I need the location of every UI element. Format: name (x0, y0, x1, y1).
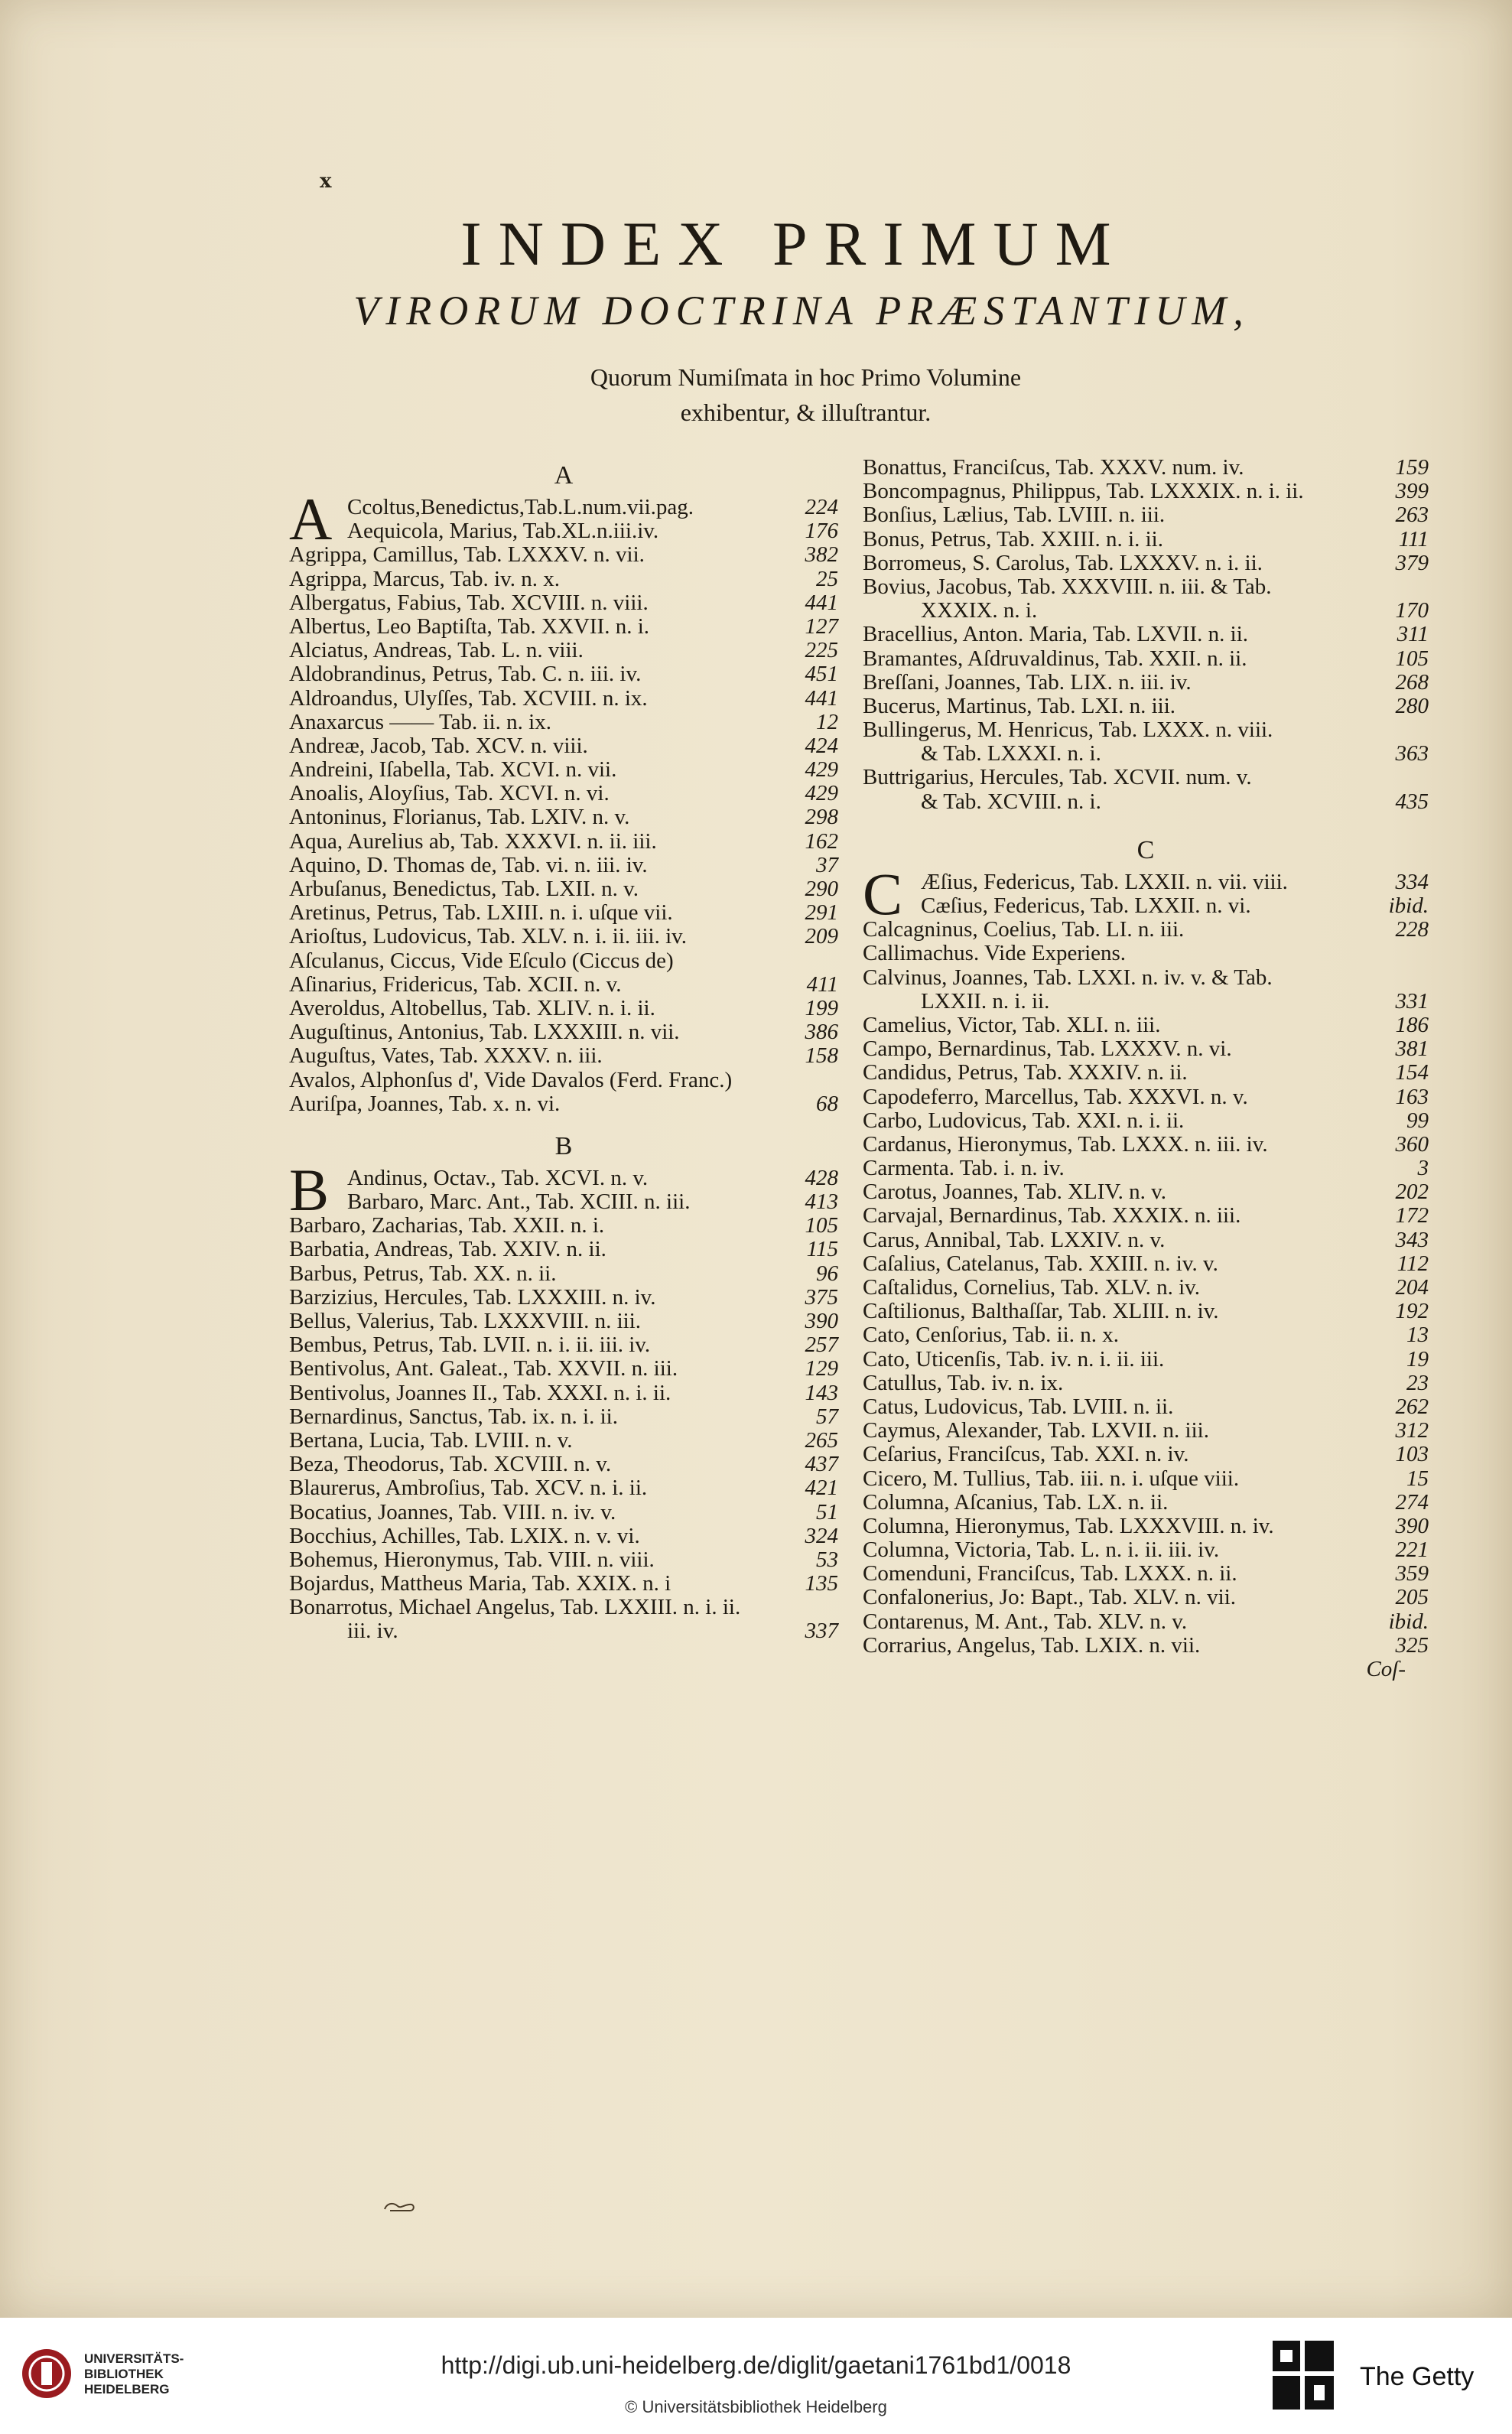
index-entry (863, 942, 1429, 965)
entry-page-number: 225 (805, 638, 838, 663)
entry-page-number: 13 (1406, 1323, 1429, 1348)
index-entry (289, 1572, 838, 1596)
index-entry (289, 973, 838, 997)
entry-page-number: 421 (805, 1476, 838, 1501)
index-entry (863, 575, 1429, 599)
entry-text: Bonus, Petrus, Tab. XXIII. n. i. ii. (863, 527, 1163, 552)
entry-text: Capodeferro, Marcellus, Tab. XXXVI. n. v. (863, 1085, 1248, 1109)
index-entry (863, 1491, 1429, 1515)
viewer-footer (0, 2318, 1512, 2434)
index-entry (289, 1190, 838, 1214)
index-entry (863, 1037, 1429, 1061)
index-entry (863, 456, 1429, 480)
index-entry (289, 877, 838, 901)
entry-text: Cæſius, Federicus, Tab. LXXII. n. vi. (921, 894, 1251, 918)
entry-text: Borromeus, S. Carolus, Tab. LXXXV. n. i. ii. (863, 551, 1263, 575)
entry-text: Ccoltus,Benedictus,Tab.L.num.vii.pag. (347, 496, 694, 519)
entry-page-number: 202 (1395, 1180, 1429, 1205)
index-entry (863, 671, 1429, 695)
entry-page-number: 268 (1395, 669, 1429, 695)
index-entry (863, 990, 1429, 1014)
entry-text: Blaurerus, Ambroſius, Tab. XCV. n. i. ii. (289, 1476, 648, 1501)
entry-page-number: 375 (805, 1284, 838, 1310)
entry-text: Barzizius, Hercules, Tab. LXXXIII. n. iv. (289, 1285, 656, 1310)
entry-text: Bojardus, Mattheus Maria, Tab. XXIX. n. i (289, 1572, 671, 1596)
entry-text: Boncompagnus, Philippus, Tab. LXXXIX. n. i. ii. (863, 480, 1304, 504)
entry-page-number: 199 (805, 995, 838, 1020)
entry-page-number: 228 (1395, 917, 1429, 942)
index-entry (863, 1252, 1429, 1276)
entry-text: & Tab. LXXXI. n. i. (921, 742, 1101, 766)
entry-page-number: 53 (816, 1547, 838, 1572)
entry-page-number: 331 (1395, 988, 1429, 1014)
index-entry (863, 1586, 1429, 1609)
intro-text (50, 360, 1512, 430)
entry-text: Calvinus, Joannes, Tab. LXXI. n. iv. v. & Tab. (863, 965, 1273, 990)
entry-page-number: 112 (1397, 1251, 1429, 1276)
entry-page-number: 265 (805, 1427, 838, 1453)
index-entry (863, 1180, 1429, 1204)
entry-page-number: 451 (805, 662, 838, 687)
intro-line-2: exhibentur, & illuſtrantur. (680, 399, 932, 426)
index-entry (863, 1323, 1429, 1347)
index-entry (289, 1020, 838, 1044)
entry-page-number: 154 (1395, 1060, 1429, 1085)
index-entry (289, 1525, 838, 1548)
entry-page-number: 105 (805, 1213, 838, 1238)
entry-text: Anoalis, Aloyſius, Tab. XCVI. n. vi. (289, 782, 610, 806)
index-entry (289, 1381, 838, 1405)
entry-text: Caſalius, Catelanus, Tab. XXIII. n. iv. v. (863, 1251, 1218, 1276)
entry-text: Albertus, Leo Baptiſta, Tab. XXVII. n. i. (289, 614, 650, 639)
index-entry (289, 1357, 838, 1381)
entry-text: Aquino, D. Thomas de, Tab. vi. n. iii. iv. (289, 853, 648, 877)
index-entry (289, 639, 838, 662)
index-column-left (289, 456, 838, 1644)
entry-text: Agrippa, Camillus, Tab. LXXXV. n. vii. (289, 543, 645, 568)
entry-text: Andinus, Octav., Tab. XCVI. n. v. (347, 1166, 649, 1190)
entry-text: Agrippa, Marcus, Tab. iv. n. x. (289, 567, 560, 591)
index-entry (289, 591, 838, 615)
drop-cap-letter: B (289, 1156, 330, 1223)
entry-text: Comenduni, Franciſcus, Tab. LXXX. n. ii. (863, 1562, 1237, 1586)
entry-page-number: 115 (806, 1237, 838, 1262)
index-entry (289, 568, 838, 591)
index-entry (863, 766, 1429, 789)
entry-text: Caſtalidus, Cornelius, Tab. XLV. n. iv. (863, 1276, 1201, 1300)
entry-page-number: 25 (816, 566, 838, 591)
entry-text: Columna, Victoria, Tab. L. n. i. ii. iii. iv. (863, 1538, 1220, 1563)
index-entry (289, 1619, 838, 1643)
entry-page-number: 360 (1395, 1131, 1429, 1157)
section-letter-heading: A (554, 461, 574, 490)
entry-page-number: 257 (805, 1333, 838, 1358)
entry-page-number: 413 (805, 1189, 838, 1215)
entry-text: Caymus, Alexander, Tab. LXVII. n. iii. (863, 1419, 1209, 1443)
index-entry (289, 1333, 838, 1357)
entry-page-number: 312 (1395, 1418, 1429, 1443)
index-entry (289, 687, 838, 711)
index-entry (289, 1069, 838, 1092)
entry-text: Aldobrandinus, Petrus, Tab. C. n. iii. iv. (289, 662, 642, 687)
index-entry (863, 1204, 1429, 1228)
entry-text: LXXII. n. i. ii. (921, 989, 1050, 1014)
entry-page-number: 224 (805, 495, 838, 519)
entry-page-number: 172 (1395, 1203, 1429, 1228)
entry-text: Candidus, Petrus, Tab. XXXIV. n. ii. (863, 1061, 1188, 1085)
library-name-line-2: BIBLIOTHEK (84, 2367, 164, 2381)
entry-page-number: 337 (805, 1619, 838, 1644)
copyright-notice: © Universitätsbibliothek Heidelberg (625, 2397, 887, 2416)
entry-text: Breſſani, Joannes, Tab. LIX. n. iii. iv. (863, 670, 1192, 695)
entry-text: Bonarrotus, Michael Angelus, Tab. LXXIII. n. i. ii. (289, 1596, 741, 1620)
index-entry (863, 1085, 1429, 1109)
index-entry (863, 1228, 1429, 1252)
index-entry (863, 528, 1429, 552)
entry-text: Cardanus, Hieronymus, Tab. LXXX. n. iii. iv. (863, 1132, 1268, 1157)
entry-text: Carmenta. Tab. i. n. iv. (863, 1157, 1065, 1181)
entry-text: Anaxarcus —— Tab. ii. n. ix. (289, 710, 551, 734)
entry-text: Cicero, M. Tullius, Tab. iii. n. i. uſque viii. (863, 1466, 1240, 1491)
index-entry (289, 1596, 838, 1619)
entry-page-number: 129 (805, 1356, 838, 1381)
entry-page-number: 37 (816, 852, 838, 877)
entry-text: Aldroandus, Ulyſſes, Tab. XCVIII. n. ix. (289, 686, 648, 711)
entry-text: Aſculanus, Ciccus, Vide Eſculo (Ciccus de) (289, 949, 674, 973)
permalink-url[interactable]: http://digi.ub.uni-heidelberg.de/diglit/gaetani1761bd1/0018 (441, 2351, 1071, 2379)
index-entry (289, 1429, 838, 1453)
entry-text: Carus, Annibal, Tab. LXXIV. n. v. (863, 1228, 1166, 1252)
entry-text: Confalonerius, Jo: Bapt., Tab. XLV. n. vii. (863, 1586, 1237, 1610)
drop-cap-letter: A (289, 486, 333, 552)
pen-mark-icon (382, 2200, 416, 2214)
entry-text: Auriſpa, Joannes, Tab. x. n. vi. (289, 1092, 561, 1116)
entry-page-number: 221 (1395, 1538, 1429, 1563)
index-entry (289, 734, 838, 758)
index-column-right (863, 456, 1429, 1681)
entry-page-number: 298 (805, 805, 838, 830)
entry-page-number: 274 (1395, 1489, 1429, 1515)
entry-page-number: ibid. (1388, 1609, 1429, 1634)
index-entry (863, 552, 1429, 575)
index-entry (289, 662, 838, 686)
index-entry (289, 1286, 838, 1310)
partner-name: The Getty (1360, 2362, 1475, 2391)
index-entry (863, 1372, 1429, 1395)
library-name-line-1: UNIVERSITÄTS- (84, 2351, 184, 2366)
entry-page-number: 363 (1395, 741, 1429, 766)
entry-page-number: 390 (1395, 1513, 1429, 1538)
index-entry (289, 925, 838, 949)
entry-page-number: 381 (1395, 1036, 1429, 1062)
entry-page-number: 429 (805, 757, 838, 783)
entry-page-number: 192 (1395, 1299, 1429, 1324)
index-entry (289, 854, 838, 877)
entry-text: Aqua, Aurelius ab, Tab. XXXVI. n. ii. iii. (289, 829, 657, 854)
entry-page-number: 429 (805, 781, 838, 806)
entry-text: Barbus, Petrus, Tab. XX. n. ii. (289, 1261, 557, 1286)
index-entry (863, 1395, 1429, 1419)
index-entry (289, 1476, 838, 1500)
entry-text: Bentivolus, Joannes II., Tab. XXXI. n. i. ii. (289, 1381, 671, 1405)
index-entry (863, 1610, 1429, 1634)
entry-text: Bovius, Jacobus, Tab. XXXVIII. n. iii. & Tab. (863, 574, 1272, 599)
index-entry (863, 1014, 1429, 1037)
entry-text: Campo, Bernardinus, Tab. LXXXV. n. vi. (863, 1037, 1232, 1062)
entry-page-number: 105 (1395, 646, 1429, 671)
entry-page-number: 428 (805, 1165, 838, 1190)
entry-text: Camelius, Victor, Tab. XLI. n. iii. (863, 1013, 1161, 1037)
index-entry (289, 1405, 838, 1429)
entry-page-number: 57 (816, 1404, 838, 1429)
index-entry (863, 1109, 1429, 1133)
index-entry (289, 1548, 838, 1572)
entry-text: Bucerus, Martinus, Tab. LXI. n. iii. (863, 694, 1176, 718)
index-entry (289, 1501, 838, 1525)
entry-page-number: 111 (1398, 526, 1429, 552)
entry-page-number: 127 (805, 613, 838, 639)
index-entry (289, 997, 838, 1020)
entry-text: Bullingerus, M. Henricus, Tab. LXXX. n. viii. (863, 718, 1273, 743)
entry-text: Antoninus, Florianus, Tab. LXIV. n. v. (289, 805, 630, 830)
entry-text: Beza, Theodorus, Tab. XCVIII. n. v. (289, 1453, 612, 1477)
library-name-line-3: HEIDELBERG (84, 2382, 170, 2397)
entry-page-number: 170 (1395, 598, 1429, 623)
entry-page-number: 343 (1395, 1227, 1429, 1252)
entry-text: Averoldus, Altobellus, Tab. XLIV. n. i. ii. (289, 996, 655, 1020)
entry-page-number: 280 (1395, 693, 1429, 718)
entry-text: Columna, Hieronymus, Tab. LXXXVIII. n. iv. (863, 1514, 1274, 1538)
entry-text: Aſinarius, Fridericus, Tab. XCII. n. v. (289, 972, 622, 997)
index-entry (863, 894, 1429, 918)
entry-text: Arbuſanus, Benedictus, Tab. LXII. n. v. (289, 877, 639, 901)
entry-page-number: 334 (1395, 869, 1429, 894)
entry-page-number: 386 (805, 1020, 838, 1045)
getty-logo-icon (1273, 2341, 1334, 2410)
index-entry (289, 805, 838, 829)
entry-text: & Tab. XCVIII. n. i. (921, 789, 1101, 814)
index-entry (863, 1348, 1429, 1372)
index-entry (289, 830, 838, 854)
index-entry (863, 1061, 1429, 1085)
index-entry (863, 480, 1429, 503)
entry-text: Barbaro, Marc. Ant., Tab. XCIII. n. iii. (347, 1190, 691, 1215)
entry-text: Bocchius, Achilles, Tab. LXIX. n. v. vi. (289, 1524, 640, 1548)
index-entry (863, 1634, 1429, 1658)
entry-text: Cato, Uticenſis, Tab. iv. n. i. ii. iii. (863, 1347, 1165, 1372)
entry-text: Bohemus, Hieronymus, Tab. VIII. n. viii. (289, 1547, 655, 1572)
entry-text: Bramantes, Aſdruvaldinus, Tab. XXII. n. ii. (863, 646, 1247, 671)
entry-page-number: 437 (805, 1452, 838, 1477)
entry-page-number: 204 (1395, 1275, 1429, 1300)
index-entry (289, 1453, 838, 1476)
entry-page-number: 399 (1395, 479, 1429, 504)
section-letter-heading: C (1136, 835, 1155, 864)
index-entry (863, 966, 1429, 990)
index-entry (289, 1310, 838, 1333)
entry-page-number: 205 (1395, 1585, 1429, 1610)
entry-text: Ceſarius, Franciſcus, Tab. XXI. n. iv. (863, 1443, 1189, 1467)
entry-page-number: 435 (1395, 789, 1429, 814)
entry-page-number: 15 (1406, 1466, 1429, 1491)
entry-page-number: 325 (1395, 1632, 1429, 1658)
entry-text: Buttrigarius, Hercules, Tab. XCVII. num. v. (863, 766, 1252, 790)
entry-page-number: 23 (1406, 1370, 1429, 1395)
entry-text: Bonattus, Franciſcus, Tab. XXXV. num. iv. (863, 456, 1244, 480)
entry-page-number: 311 (1397, 622, 1429, 647)
entry-page-number: 441 (805, 590, 838, 615)
entry-text: Auguſtus, Vates, Tab. XXXV. n. iii. (289, 1044, 603, 1069)
index-entry (863, 718, 1429, 742)
index-entry (863, 1538, 1429, 1562)
entry-text: Bembus, Petrus, Tab. LVII. n. i. ii. iii. iv. (289, 1333, 651, 1358)
entry-text: Andreini, Iſabella, Tab. XCVI. n. vii. (289, 758, 617, 783)
index-entry (289, 711, 838, 734)
drop-cap-letter: C (863, 860, 903, 927)
entry-text: Andreæ, Jacob, Tab. XCV. n. viii. (289, 734, 588, 758)
entry-page-number: 19 (1406, 1346, 1429, 1372)
entry-text: Avalos, Alphonſus d', Vide Davalos (Ferd. Franc.) (289, 1068, 733, 1092)
entry-page-number: 99 (1406, 1108, 1429, 1133)
catchword: Coſ- (1366, 1657, 1406, 1681)
entry-page-number: 12 (816, 709, 838, 734)
entry-text: Bocatius, Joannes, Tab. VIII. n. iv. v. (289, 1500, 616, 1525)
entry-text: Bernardinus, Sanctus, Tab. ix. n. i. ii. (289, 1404, 618, 1429)
entry-text: XXXIX. n. i. (921, 599, 1038, 623)
entry-page-number: 290 (805, 877, 838, 901)
entry-text: Catus, Ludovicus, Tab. LVIII. n. ii. (863, 1394, 1174, 1419)
entry-page-number: 291 (805, 900, 838, 926)
entry-text: Caſtilionus, Balthaſſar, Tab. XLIII. n. iv. (863, 1300, 1219, 1324)
entry-page-number: 96 (816, 1261, 838, 1286)
index-entry (289, 1044, 838, 1068)
index-entry (863, 623, 1429, 646)
entry-page-number: 3 (1417, 1156, 1429, 1181)
index-entry (863, 742, 1429, 766)
entry-page-number: 379 (1395, 550, 1429, 575)
entry-text: Callimachus. Vide Experiens. (863, 942, 1127, 966)
entry-page-number: 143 (805, 1380, 838, 1405)
index-entry (289, 1238, 838, 1261)
page-mark: x (320, 170, 332, 193)
entry-page-number: 176 (805, 519, 838, 544)
entry-page-number: 324 (805, 1523, 838, 1548)
index-entry (863, 647, 1429, 671)
entry-page-number: 441 (805, 685, 838, 711)
index-entry (863, 599, 1429, 623)
index-entry (863, 918, 1429, 942)
entry-text: Columna, Aſcanius, Tab. LX. n. ii. (863, 1490, 1169, 1515)
index-entry (289, 543, 838, 567)
index-entry (289, 1214, 838, 1238)
entry-text: Carbo, Ludovicus, Tab. XXI. n. i. ii. (863, 1108, 1185, 1133)
entry-text: Arioſtus, Ludovicus, Tab. XLV. n. i. ii. iii. iv. (289, 925, 687, 949)
index-entry (863, 1467, 1429, 1491)
entry-text: iii. iv. (347, 1619, 398, 1644)
entry-text: Contarenus, M. Ant., Tab. XLV. n. v. (863, 1609, 1188, 1634)
entry-text: Bentivolus, Ant. Galeat., Tab. XXVII. n. iii. (289, 1357, 678, 1381)
index-entry (863, 1562, 1429, 1586)
entry-page-number: 159 (1395, 455, 1429, 480)
entry-page-number: 209 (805, 924, 838, 949)
index-entry (863, 1300, 1429, 1323)
entry-page-number: 186 (1395, 1012, 1429, 1037)
entry-text: Bellus, Valerius, Tab. LXXXVIII. n. iii. (289, 1310, 642, 1333)
entry-text: Aretinus, Petrus, Tab. LXIII. n. i. uſque vii. (289, 901, 673, 926)
entry-page-number: 135 (805, 1571, 838, 1596)
entry-text: Barbatia, Andreas, Tab. XXIV. n. ii. (289, 1238, 606, 1262)
entry-page-number: 51 (816, 1499, 838, 1525)
entry-text: Calcagninus, Coelius, Tab. LI. n. iii. (863, 918, 1185, 942)
index-entry (863, 1157, 1429, 1180)
index-entry (289, 1092, 838, 1116)
entry-page-number: 162 (805, 828, 838, 854)
index-entry (289, 782, 838, 805)
index-entry (863, 1133, 1429, 1157)
entry-text: Bertana, Lucia, Tab. LVIII. n. v. (289, 1428, 573, 1453)
entry-text: Corrarius, Angelus, Tab. LXIX. n. vii. (863, 1633, 1201, 1658)
index-entry (863, 790, 1429, 814)
index-entry (289, 1262, 838, 1286)
index-entry (863, 503, 1429, 527)
entry-text: Carotus, Joannes, Tab. XLIV. n. v. (863, 1180, 1166, 1205)
entry-page-number: 411 (806, 971, 838, 997)
entry-text: Barbaro, Zacharias, Tab. XXII. n. i. (289, 1214, 605, 1238)
entry-text: Auguſtinus, Antonius, Tab. LXXXIII. n. vii. (289, 1020, 680, 1045)
entry-page-number: 359 (1395, 1561, 1429, 1586)
index-entry (289, 949, 838, 973)
entry-page-number: 163 (1395, 1084, 1429, 1109)
index-entry (289, 758, 838, 782)
entry-page-number: 158 (805, 1043, 838, 1069)
entry-text: Bracellius, Anton. Maria, Tab. LXVII. n. ii. (863, 623, 1249, 647)
index-entry (289, 519, 838, 543)
entry-text: Æſius, Federicus, Tab. LXXII. n. vii. viii. (921, 870, 1288, 894)
entry-text: Catullus, Tab. iv. n. ix. (863, 1371, 1064, 1395)
entry-page-number: 103 (1395, 1442, 1429, 1467)
section-letter-heading: B (554, 1131, 573, 1160)
index-entry (289, 615, 838, 639)
entry-page-number: ibid. (1388, 893, 1429, 918)
entry-page-number: 262 (1395, 1394, 1429, 1419)
entry-text: Aequicola, Marius, Tab.XL.n.iii.iv. (347, 519, 659, 544)
index-entry (863, 1419, 1429, 1443)
index-entry (863, 1443, 1429, 1466)
page-title: INDEX PRIMUM (460, 209, 1128, 278)
entry-page-number: 68 (816, 1091, 838, 1116)
entry-text: Albergatus, Fabius, Tab. XCVIII. n. viii. (289, 591, 649, 615)
entry-page-number: 390 (805, 1309, 838, 1333)
entry-page-number: 263 (1395, 503, 1429, 528)
entry-page-number: 424 (805, 733, 838, 758)
intro-line-1: Quorum Numiſmata in hoc Primo Volumine (590, 363, 1022, 391)
index-entry (863, 695, 1429, 718)
entry-page-number: 382 (805, 542, 838, 568)
page-subtitle: VIRORUM DOCTRINA PRÆSTANTIUM, (353, 288, 1250, 334)
index-entry (863, 1515, 1429, 1538)
index-entry (289, 901, 838, 925)
index-entry (863, 1276, 1429, 1300)
entry-text: Cato, Cenſorius, Tab. ii. n. x. (863, 1323, 1119, 1348)
entry-text: Alciatus, Andreas, Tab. L. n. viii. (289, 639, 584, 663)
entry-text: Bonſius, Lælius, Tab. LVIII. n. iii. (863, 503, 1166, 528)
entry-text: Carvajal, Bernardinus, Tab. XXXIX. n. iii. (863, 1204, 1241, 1228)
